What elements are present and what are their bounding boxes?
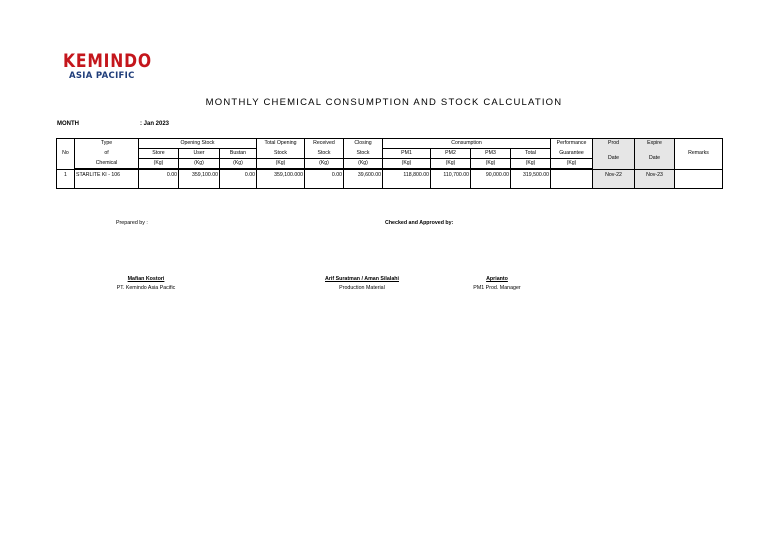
header-remarks: Remarks	[675, 139, 723, 170]
header-type-line2: of	[75, 149, 139, 159]
cell-total-opening: 359,100.000	[257, 169, 305, 189]
header-type-line3: Chemical	[75, 159, 139, 170]
cell-store: 0.00	[139, 169, 179, 189]
cell-user: 359,100.00	[179, 169, 220, 189]
cell-no: 1	[57, 169, 75, 189]
cell-pm3: 90,000.00	[471, 169, 511, 189]
unit-pm1: (Kg)	[383, 159, 431, 170]
cell-type: STARLITE KI - 106	[75, 169, 139, 189]
signatory-name: Mafian Kostori	[127, 276, 165, 282]
header-closing-line1: Closing	[344, 139, 383, 149]
cell-pm1: 118,800.00	[383, 169, 431, 189]
signature-block-production	[302, 276, 422, 291]
header-performance-line2: Guarantee	[551, 149, 593, 159]
header-expire-date-line1: Expire	[635, 139, 675, 149]
signatory-name: Aprianto	[486, 276, 508, 282]
signatory-role: PT. Kemindo Asia Pacific	[116, 285, 176, 291]
table-row	[57, 169, 723, 189]
header-received-line2: Stock	[305, 149, 344, 159]
cell-prod-date: Nov-22	[593, 169, 635, 189]
header-consumption: Consumption	[383, 139, 551, 149]
header-prod-date-line1: Prod	[593, 139, 635, 149]
header-pm1: PM1	[383, 149, 431, 159]
unit-received: (Kg)	[305, 159, 344, 170]
signatory-role: PM1 Prod. Manager	[473, 285, 521, 291]
unit-user: (Kg)	[179, 159, 220, 170]
unit-total: (Kg)	[511, 159, 551, 170]
header-closing-line2: Stock	[344, 149, 383, 159]
header-type-line1: Type	[75, 139, 139, 149]
unit-bustan: (Kg)	[220, 159, 257, 170]
header-received-line1: Received	[305, 139, 344, 149]
header-total-opening-line2: Stock	[257, 149, 305, 159]
signatory-name: Arif Suratman / Aman Silalahi	[325, 276, 399, 282]
header-no: No	[57, 139, 75, 170]
header-prod-date-line2: Date	[593, 149, 635, 170]
unit-pm3: (Kg)	[471, 159, 511, 170]
header-total: Total	[511, 149, 551, 159]
company-logo	[63, 52, 172, 81]
cell-closing: 39,600.00	[344, 169, 383, 189]
header-pm2: PM2	[431, 149, 471, 159]
unit-performance: (Kg)	[551, 159, 593, 170]
signatory-role: Production Material	[339, 285, 385, 291]
prepared-by-label: Prepared by :	[116, 220, 148, 226]
header-row-1	[57, 139, 723, 149]
month-value: : Jan 2023	[140, 121, 170, 127]
header-user: User	[179, 149, 220, 159]
checked-approved-label: Checked and Approved by:	[385, 220, 454, 226]
header-total-opening-line1: Total Opening	[257, 139, 305, 149]
header-pm3: PM3	[471, 149, 511, 159]
logo-subtitle: ASIA PACIFIC	[69, 71, 135, 81]
unit-store: (Kg)	[139, 159, 179, 170]
unit-total-opening: (Kg)	[257, 159, 305, 170]
cell-remarks	[675, 169, 723, 189]
cell-pm2: 110,700.00	[431, 169, 471, 189]
unit-pm2: (Kg)	[431, 159, 471, 170]
cell-bustan: 0.00	[220, 169, 257, 189]
header-performance-line1: Performance	[551, 139, 593, 149]
cell-received: 0.00	[305, 169, 344, 189]
stock-calculation-table	[56, 138, 723, 189]
header-opening-stock: Opening Stock	[139, 139, 257, 149]
month-label: MONTH	[57, 121, 79, 127]
unit-closing: (Kg)	[344, 159, 383, 170]
header-row-2	[57, 149, 723, 159]
logo-wordmark: KEMINDO	[63, 50, 152, 72]
cell-total: 319,500.00	[511, 169, 551, 189]
signature-block-manager	[452, 276, 542, 291]
header-expire-date-line2: Date	[635, 149, 675, 170]
header-store: Store	[139, 149, 179, 159]
signature-block-prepared	[96, 276, 196, 291]
document-title: MONTHLY CHEMICAL CONSUMPTION AND STOCK CALCULATION	[205, 97, 563, 108]
cell-performance	[551, 169, 593, 189]
header-bustan: Bustan	[220, 149, 257, 159]
cell-expire-date: Nov-23	[635, 169, 675, 189]
